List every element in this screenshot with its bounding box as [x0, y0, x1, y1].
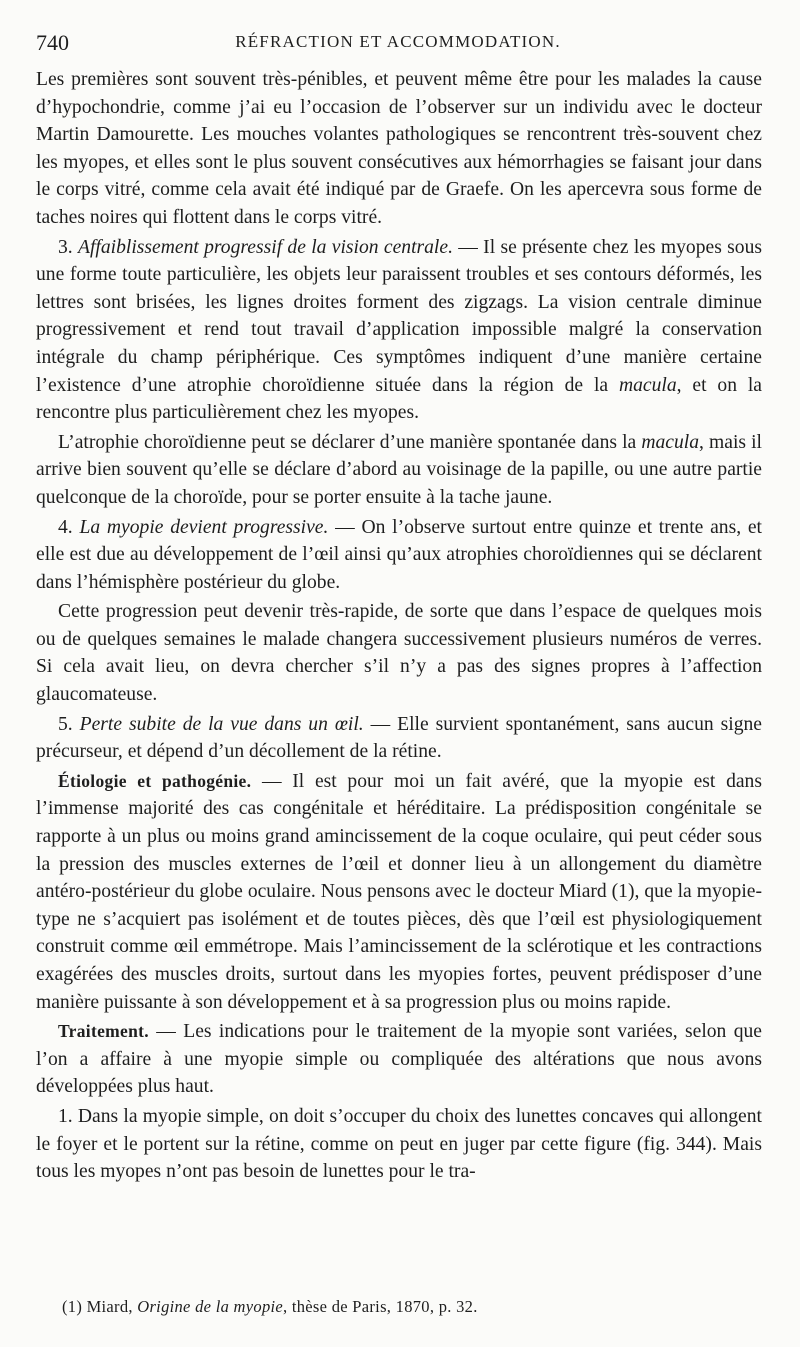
- paragraph: [36, 66, 762, 232]
- paragraph: [36, 1103, 762, 1186]
- italic-term: macula: [641, 431, 700, 453]
- page-header: [36, 30, 760, 56]
- list-number: 1.: [58, 1105, 78, 1127]
- footnote: [62, 1297, 760, 1317]
- paragraph: [36, 768, 762, 1016]
- paragraph-text: — Les indications pour le traitement de la myopie sont variées, selon que l’on a affaire à une myopie simple ou compliquée des altérations que nous avons développées plus haut.: [36, 1021, 762, 1098]
- section-heading-italic: La myopie devient progressive.: [79, 516, 329, 538]
- footnote-text: , thèse de Paris, 1870, p. 32.: [283, 1297, 478, 1316]
- section-heading-italic: Perte subite de la vue dans un œil.: [79, 713, 364, 735]
- paragraph-text: Dans la myopie simple, on doit s’occuper du choix des lunettes concaves qui allongent le foyer et le portent sur la rétine, comme on peut en juger par cette figure (fig. 344). Mais tous les myopes n’ont pas besoin de lunettes pour le tra-: [36, 1105, 762, 1183]
- footnote-marker: (1): [62, 1297, 83, 1316]
- paragraph: [36, 514, 762, 597]
- section-heading-italic: Affaiblissement progressif de la vision centrale.: [78, 236, 453, 258]
- list-number: 4.: [58, 516, 80, 538]
- paragraph: [36, 598, 762, 708]
- paragraph-text: , et on la rencontre plus particulièrement chez les myopes.: [36, 374, 762, 424]
- paragraph-text: — Il est pour moi un fait avéré, que la myopie est dans l’immense majorité des cas congénitale et héréditaire. La prédisposition congénitale se rapporte à un plus ou moins grand amincissement de la coque oculaire, qui peut céder sous la pression des muscles externes de l’œil et donner lieu à un allongement du diamètre antéro-postérieur du globe oculaire. Nous pensons avec le docteur Miard (1), que la myopie-type ne s’acquiert pas isolément et de toutes pièces, dès que l’œil est physiologiquement construit comme œil emmétrope. Mais l’amincissement de la sclérotique et les contractions exagérées des muscles droits, surtout dans les myopies fortes, peuvent prédisposer d’une manière puissante à son développement et à sa progression plus ou moins rapide.: [36, 770, 762, 1013]
- paragraph-text: Les premières sont souvent très-pénibles, et peuvent même être pour les malades la cause d’hypochondrie, comme j’ai eu l’occasion de l’observer sur un individu avec le docteur Martin Damourette. Les mouches volantes pathologiques se rencontrent très-souvent chez les myopes, et elles sont le plus souvent consécutives aux hémorrhagies se faisant jour dans le corps vitré, comme cela avait été indiqué par de Graefe. On les apercevra sous forme de taches noires qui flottent dans le corps vitré.: [36, 69, 762, 228]
- paragraph: [36, 429, 762, 512]
- paragraph-text: — Il se présente chez les myopes sous une forme toute particulière, les objets leur paraissent troubles et ses contours déformés, les lettres sont brisées, les lignes droites forment des zigzags. La vision centrale diminue progressivement et rend tout travail d’application impossible malgré la conservation intégrale du champ périphérique. Ces symptômes indiquent d’une manière certaine l’existence d’une atrophie choroïdienne située dans la région de la: [36, 236, 762, 396]
- paragraph: [36, 1018, 762, 1101]
- paragraph-text: — Elle survient spontanément, sans aucun signe précurseur, et dépend d’un décollement de la rétine.: [36, 713, 762, 763]
- footnote-author: Miard,: [82, 1297, 138, 1316]
- italic-term: macula: [618, 374, 677, 396]
- list-number: 3.: [58, 236, 78, 258]
- page-number: 740: [36, 30, 69, 55]
- paragraph: [36, 711, 762, 766]
- paragraph-text: Cette progression peut devenir très-rapide, de sorte que dans l’espace de quelques mois ou de quelques semaines le malade changera successivement plusieurs numéros de verres. Si cela avait lieu, on devra chercher s’il n’y a pas des signes propres à l’affection glaucomateuse.: [36, 601, 762, 706]
- paragraph-text: , mais il arrive bien souvent qu’elle se déclare d’abord au voisinage de la papille, ou une autre partie quelconque de la choroïde, pour se porter ensuite à la tache jaune.: [36, 431, 763, 508]
- body-text: [36, 66, 762, 1188]
- section-heading-bold: Traitement.: [58, 1021, 149, 1042]
- running-title: RÉFRACTION ET ACCOMMODATION.: [235, 32, 561, 51]
- footnote-title: Origine de la myopie: [137, 1297, 284, 1316]
- paragraph: [36, 234, 762, 427]
- paragraph-text: L’atrophie choroïdienne peut se déclarer d’une manière spontanée dans la: [58, 431, 642, 453]
- section-heading-bold: Étiologie et pathogénie.: [58, 770, 252, 791]
- list-number: 5.: [58, 713, 80, 735]
- paragraph-text: — On l’observe surtout entre quinze et trente ans, et elle est due au développement de l’œil ainsi qu’aux atrophies choroïdiennes qui se déclarent dans l’hémisphère postérieur du globe.: [36, 516, 762, 593]
